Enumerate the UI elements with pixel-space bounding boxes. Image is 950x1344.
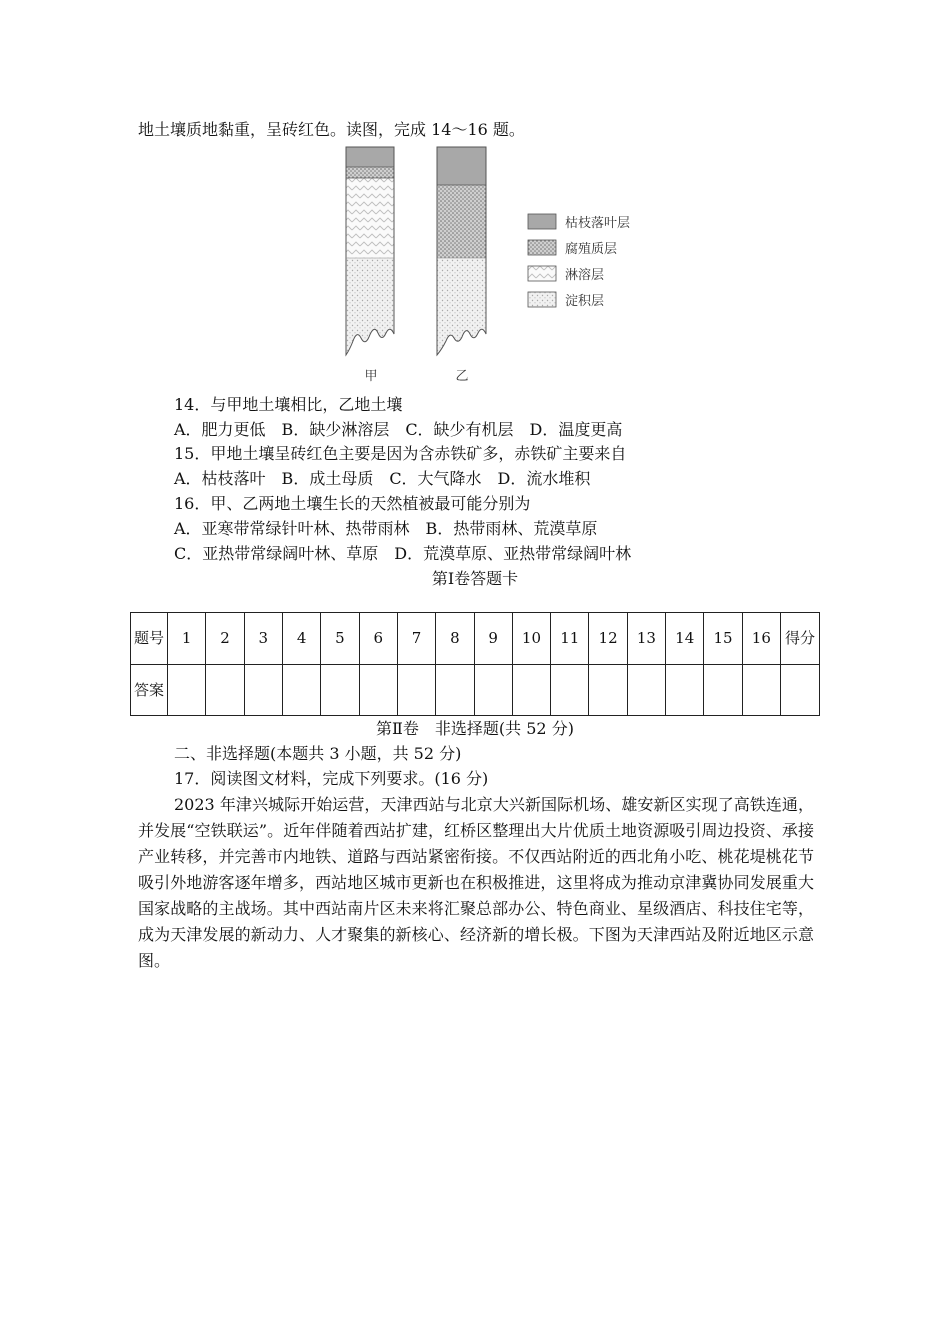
answer-cell[interactable] <box>282 664 320 716</box>
question-number: 5 <box>321 613 359 665</box>
question-number: 13 <box>627 613 665 665</box>
answer-card-answer-row <box>131 664 820 716</box>
score-label: 得分 <box>781 613 820 665</box>
answer-cell[interactable] <box>742 664 780 716</box>
section2-title: 第Ⅱ卷 非选择题(共 52 分) <box>376 719 574 738</box>
question-number: 10 <box>512 613 550 665</box>
jia-leaching-layer <box>346 178 394 258</box>
q16-stem: 16．甲、乙两地土壤生长的天然植被最可能分别为 <box>174 494 531 513</box>
answer-cell[interactable] <box>589 664 627 716</box>
question-number: 14 <box>666 613 704 665</box>
row-label-number: 题号 <box>131 613 168 665</box>
jia-humus-layer <box>346 167 394 178</box>
answer-cell[interactable] <box>359 664 397 716</box>
question-number: 15 <box>704 613 742 665</box>
legend-illuvial: 淀积层 <box>565 294 605 309</box>
q17-stem: 17．阅读图文材料，完成下列要求。(16 分) <box>174 769 489 788</box>
yi-illuvial-layer <box>437 258 486 358</box>
q15-options: A．枯枝落叶 B．成土母质 C．大气降水 D．流水堆积 <box>174 469 591 488</box>
question-number: 9 <box>474 613 512 665</box>
column-yi <box>437 147 486 358</box>
answer-cell[interactable] <box>474 664 512 716</box>
question-number: 6 <box>359 613 397 665</box>
answer-cell[interactable] <box>627 664 665 716</box>
answer-cell[interactable] <box>436 664 474 716</box>
label-jia: 甲 <box>364 369 378 384</box>
label-yi: 乙 <box>455 369 469 384</box>
question-number: 4 <box>282 613 320 665</box>
answer-cell[interactable] <box>666 664 704 716</box>
question-number: 3 <box>244 613 282 665</box>
intro-line: 地土壤质地黏重，呈砖红色。读图，完成 14～16 题。 <box>138 120 525 139</box>
legend-litter: 枯枝落叶层 <box>565 216 631 231</box>
answer-card-number-row <box>131 613 820 665</box>
row-label-answer: 答案 <box>131 664 168 716</box>
legend <box>528 214 630 309</box>
legend-humus: 腐殖质层 <box>565 242 618 257</box>
answer-card-table <box>130 612 820 716</box>
question-number: 16 <box>742 613 780 665</box>
answer-cell[interactable] <box>397 664 435 716</box>
question-number: 2 <box>206 613 244 665</box>
answer-card-title: 第Ⅰ卷答题卡 <box>431 569 519 588</box>
question-number: 12 <box>589 613 627 665</box>
q16-options-2: C．亚热带常绿阔叶林、草原 D．荒漠草原、亚热带常绿阔叶林 <box>174 544 632 563</box>
answer-cell[interactable] <box>551 664 589 716</box>
yi-litter-layer <box>437 147 486 185</box>
column-jia <box>346 147 394 358</box>
answer-cell[interactable] <box>206 664 244 716</box>
answer-cell[interactable] <box>168 664 206 716</box>
question-number: 11 <box>551 613 589 665</box>
answer-cell[interactable] <box>704 664 742 716</box>
question-number: 1 <box>168 613 206 665</box>
answer-cell[interactable] <box>512 664 550 716</box>
section2-subtitle: 二、非选择题(本题共 3 小题，共 52 分) <box>174 744 462 763</box>
q16-options-1: A．亚寒带常绿针叶林、热带雨林 B．热带雨林、荒漠草原 <box>174 519 598 538</box>
question-number: 7 <box>397 613 435 665</box>
soil-profile-figure <box>336 144 642 388</box>
yi-humus-layer <box>437 185 486 258</box>
q14-stem: 14．与甲地土壤相比，乙地土壤 <box>174 395 403 414</box>
legend-leaching: 淋溶层 <box>565 268 605 283</box>
q15-stem: 15．甲地土壤呈砖红色主要是因为含赤铁矿多，赤铁矿主要来自 <box>174 444 627 463</box>
q17-paragraph: 2023 年津兴城际开始运营，天津西站与北京大兴新国际机场、雄安新区实现了高铁连通，并发展“空铁联运”。近年伴随着西站扩建，红桥区整理出大片优质土地资源吸引周边投资、承接产业转移，并完善市内地铁、道路与西站紧密衔接。不仅西站附近的西北角小吃、桃花堤桃花节吸引外地游客逐年增多，西站地区城市更新也在积极推进，这里将成为推动京津冀协同发展重大国家战略的主战场。其中西站南片区未来将汇聚总部办公、特色商业、星级酒店、科技住宅等，成为天津发展的新动力、人才聚集的新核心、经济新的增长极。下图为天津西站及附近地区示意图。 <box>138 795 814 970</box>
score-cell[interactable] <box>781 664 820 716</box>
q14-options: A．肥力更低 B．缺少淋溶层 C．缺少有机层 D．温度更高 <box>174 420 623 439</box>
answer-cell[interactable] <box>321 664 359 716</box>
answer-cell[interactable] <box>244 664 282 716</box>
jia-litter-layer <box>346 147 394 167</box>
question-number: 8 <box>436 613 474 665</box>
jia-illuvial-layer <box>346 258 394 358</box>
